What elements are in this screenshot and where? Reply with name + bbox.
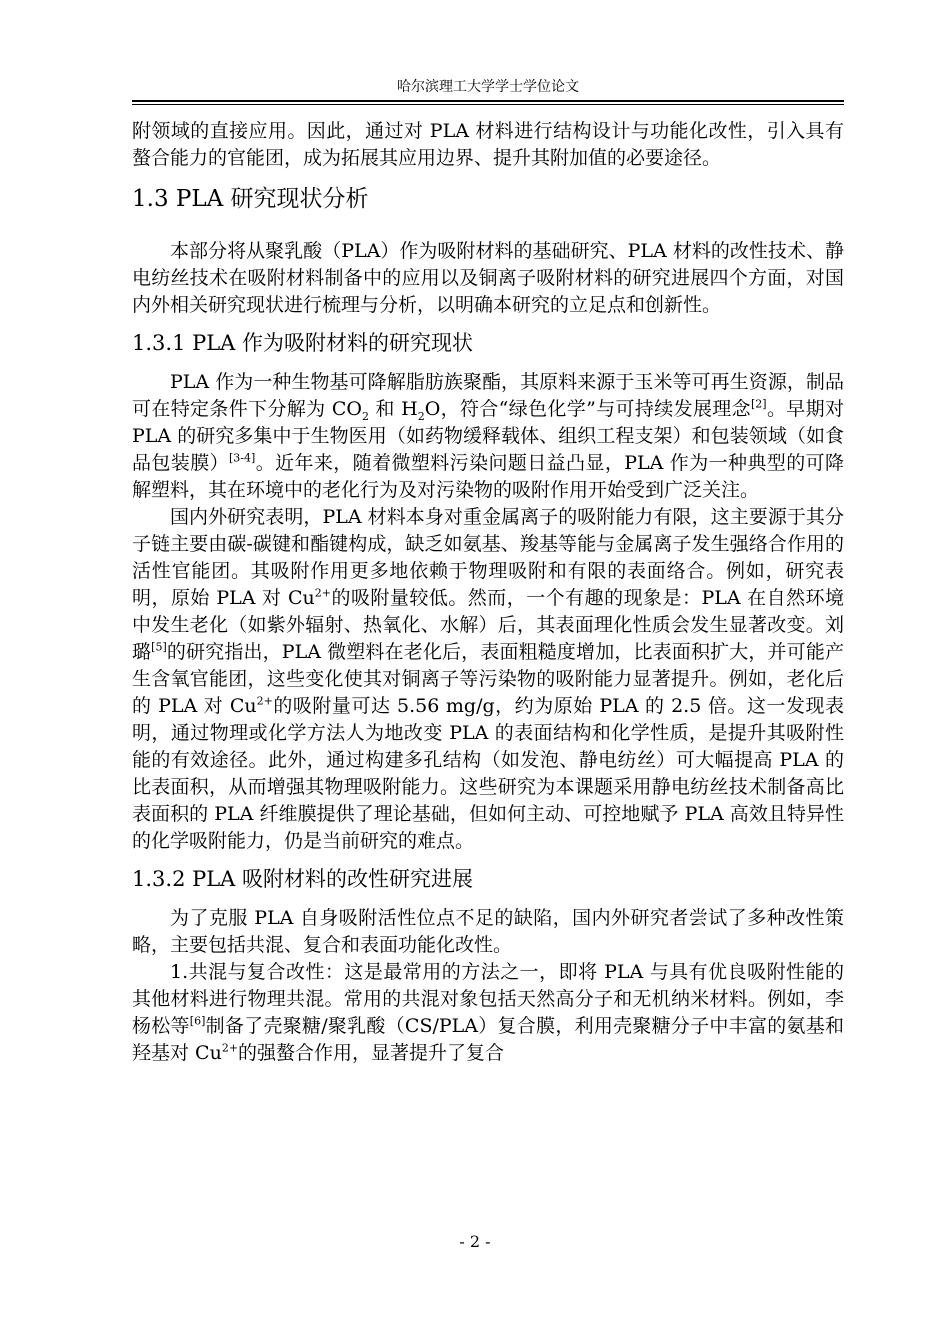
section-1-3-2-paragraph-2: 1.共混与复合改性：这是最常用的方法之一，即将 PLA 与具有优良吸附性能的其他材料进行物理共混。常用的共混对象包括天然高分子和无机纳米材料。例如，李杨松等[6]制备了壳聚糖/聚乳酸（CS/PLA）复合膜，利用壳聚糖分子中丰富的氨基和羟基对 $Cu^{2+}$的强螯合作用，显著提升了复合 [132, 961, 844, 1064]
subscript: 2 [417, 409, 425, 423]
section-1-3-paragraph: 本部分将从聚乳酸（PLA）作为吸附材料的基础研究、PLA 材料的改性技术、静电纺丝技术在吸附材料制备中的应用以及铜离子吸附材料的研究进展四个方面，对国内外相关研究现状进行梳理与分析，以明确本研究的立足点和创新性。 [132, 240, 844, 316]
citation: [3-4] [229, 451, 256, 465]
intro-paragraph: 附领域的直接应用。因此，通过对 PLA 材料进行结构设计与功能化改性，引入具有螯合能力的官能团，成为拓展其应用边界、提升其附加值的必要途径。 [132, 120, 844, 169]
citation: [6] [189, 1014, 206, 1028]
citation: [2] [751, 397, 767, 411]
citation: [5] [151, 640, 167, 654]
superscript: 2+ [314, 586, 332, 600]
page-number: - 2 - [459, 1232, 491, 1251]
section-1-3-1-title: 1.3.1 PLA 作为吸附材料的研究现状 [132, 331, 474, 355]
section-1-3-2-paragraph-1: 为了克服 PLA 自身吸附活性位点不足的缺陷，国内外研究者尝试了多种改性策略，主要包括共混、复合和表面功能化改性。 [132, 907, 844, 956]
section-1-3-1-paragraph-2: 国内外研究表明，PLA 材料本身对重金属离子的吸附能力有限，这主要源于其分子链主要由碳-碳键和酯键构成，缺乏如氨基、羧基等能与金属离子发生强络合作用的活性官能团。其吸附作用更多地依赖于物理吸附和有限的表面络合。例如，研究表明，原始 PLA 对 $Cu^{2+}$的吸附量较低。然而，一个有趣的现象是：PLA 在自然环境中发生老化（如紫外辐射、热氧化、水解）后，其表面理化性质会发生显著改变。刘璐[5]的研究指出，PLA 微塑料在老化后，表面粗糙度增加，比表面积扩大，并可能产生含氧官能团，这些变化使其对铜离子等污染物的吸附能力显著提升。例如，老化后的 PLA 对 $Cu^{2+}$的吸附量可达 5.56 mg/g，约为原始 PLA 的 2.5 倍。这一发现表明，通过物理或化学方法人为地改变 PLA 的表面结构和化学性质，是提升其吸附性能的有效途径。此外，通过构建多孔结构（如发泡、静电纺丝）可大幅提高 PLA 的比表面积，从而增强其物理吸附能力。这些研究为本课题采用静电纺丝技术制备高比表面积的 PLA 纤维膜提供了理论基础，但如何主动、可控地赋予 PLA 高效且特异性的化学吸附能力，仍是当前研究的难点。 [132, 506, 844, 852]
section-1-3-title: 1.3 PLA 研究现状分析 [132, 186, 369, 212]
superscript: 2+ [221, 1041, 239, 1055]
superscript: 2+ [256, 694, 273, 708]
section-1-3-2-title: 1.3.2 PLA 吸附材料的改性研究进展 [132, 867, 474, 891]
running-header: 哈尔滨理工大学学士学位论文 [397, 79, 579, 95]
header-rule [132, 100, 844, 105]
page-body [132, 118, 844, 1067]
subscript: 2 [362, 409, 369, 423]
section-1-3-1-paragraph-1: PLA 作为一种生物基可降解脂肪族聚酯，其原料来源于玉米等可再生资源，制品可在特定条件下分解为 $CO_2$ 和 $H_2O$，符合“绿色化学”与可持续发展理念[2]。早期对 PLA 的研究多集中于生物医用（如药物缓释载体、组织工程支架）和包装领域（如食品包装膜）[3-4]。近年来，随着微塑料污染问题日益凸显，PLA 作为一种典型的可降解塑料，其在环境中的老化行为及对污染物的吸附作用开始受到广泛关注。 [132, 371, 844, 501]
